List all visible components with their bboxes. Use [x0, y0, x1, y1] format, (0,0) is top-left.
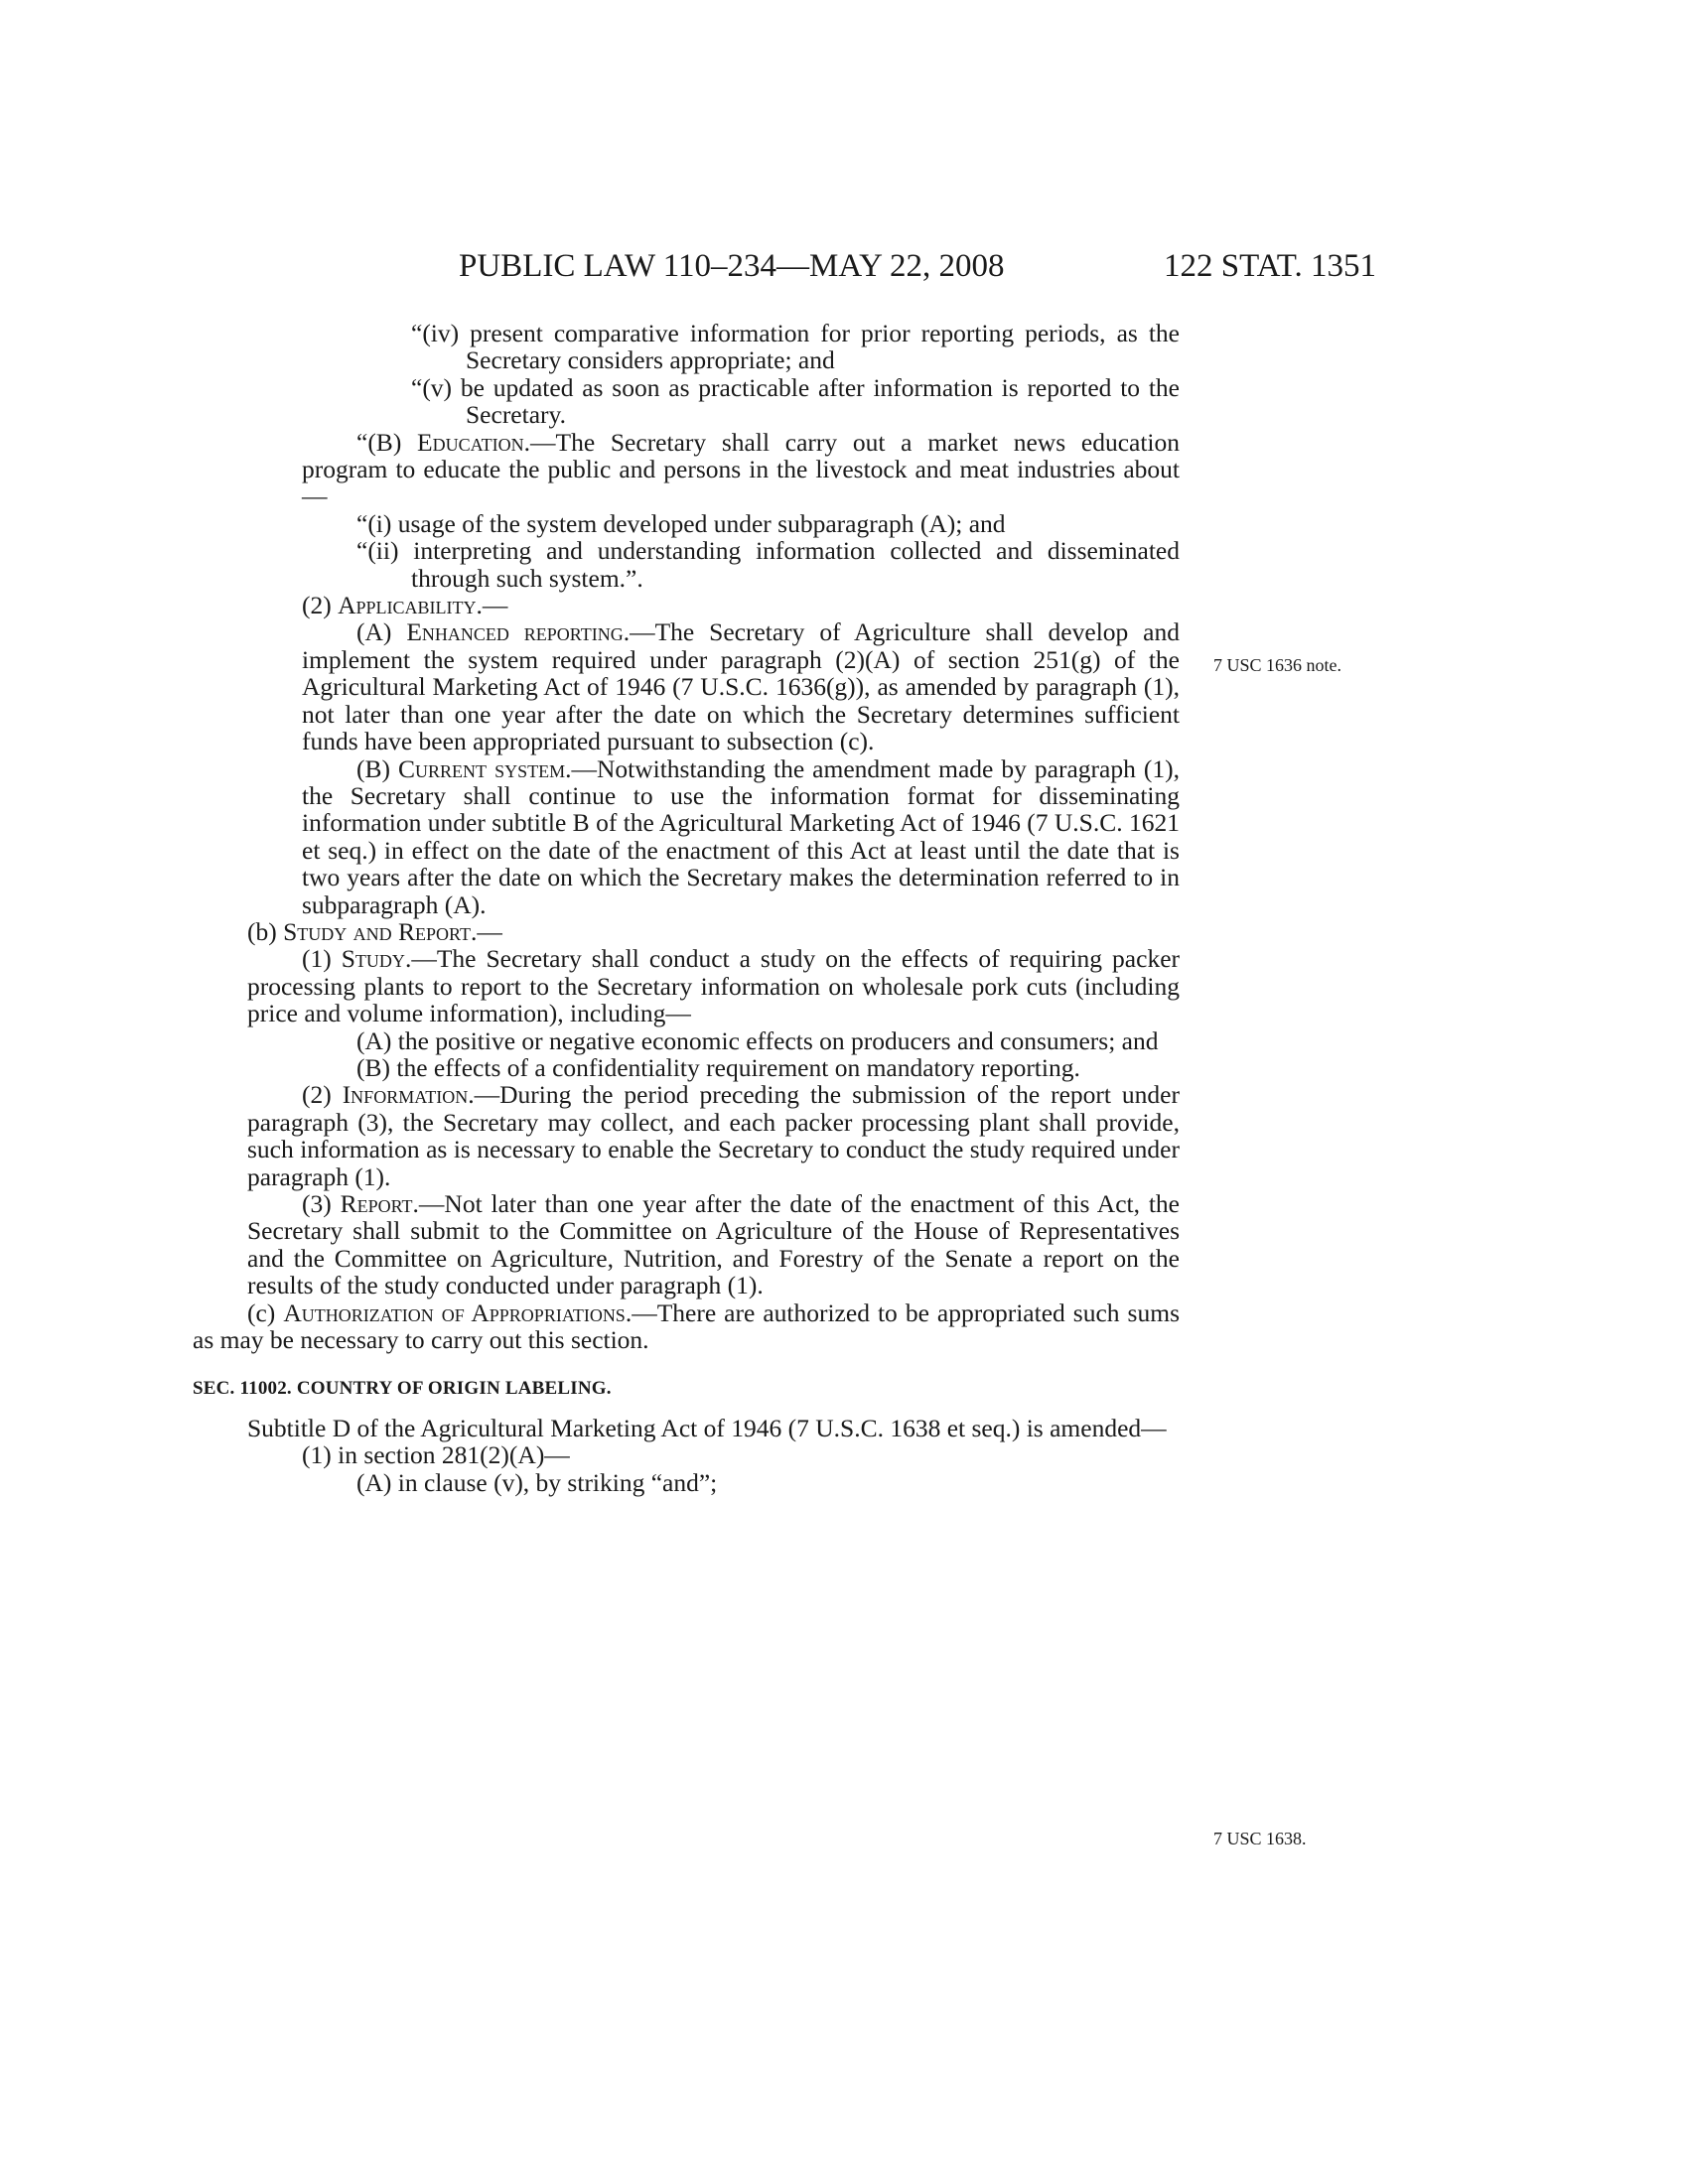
margin-note-usc-1638: 7 USC 1638.	[1213, 1829, 1307, 1848]
paragraph-3-report	[247, 1190, 1180, 1299]
subparagraph-text: .—The Secretary of Agriculture shall develop and implement the system required under paragraph (2)(A) of section 251(g) of the Agricultural Marketing Act of 1946 (7 U.S.C. 1636(g)), as amended by paragraph (1), not later than one year after the date on which the Secretary determines sufficient funds have been appropriated pursuant to subsection (c).	[302, 617, 1180, 756]
margin-note-usc-1636: 7 USC 1636 note.	[1213, 655, 1342, 675]
paragraph-heading: Study	[341, 944, 405, 974]
study-subparagraph-b: (B) the effects of a confidentiality requirement on mandatory reporting.	[356, 1052, 1080, 1082]
study-subparagraph-a: (A) the positive or negative economic effects on producers and consumers; and	[356, 1025, 1159, 1055]
paragraph-text: .—Not later than one year after the date of the enactment of this Act, the Secretary shall submit to the Committee on Agriculture of the House of Representatives and the Committee on Agriculture, Nutrition, and Forestry of the Senate a report on the results of the study conducted under paragraph (1).	[247, 1189, 1181, 1300]
subparagraph-label: (A)	[356, 617, 407, 647]
subparagraph-label: “(B)	[356, 427, 418, 457]
paragraph-text: .—During the period preceding the submission of the report under paragraph (3), the Secretary may collect, and each packer processing plant shall provide, such information as is necessary to enable the Secretary to conduct the study required under paragraph (1).	[247, 1080, 1180, 1191]
subparagraph-text: .—The Secretary shall carry out a market news education program to educate the public and persons in the livestock and meat industries about—	[302, 427, 1180, 511]
education-clause-ii: “(ii) interpreting and understanding information collected and disseminated through such system.”.	[356, 536, 1180, 593]
clause-v: “(v) be updated as soon as practicable after information is reported to the Secretary.	[411, 372, 1180, 430]
subparagraph-heading: Education	[417, 427, 524, 457]
section-item-1: (1) in section 281(2)(A)—	[302, 1440, 570, 1470]
subsection-b-study-and-report	[247, 918, 1180, 945]
subparagraph-b-education	[302, 429, 1180, 510]
paragraph-heading: Applicability	[338, 591, 477, 620]
paragraph-suffix: .—	[476, 591, 508, 620]
subparagraph-heading: Current system	[398, 753, 566, 783]
paragraph-heading: Information	[342, 1080, 469, 1110]
header-public-law: PUBLIC LAW 110–234—MAY 22, 2008	[459, 248, 1005, 284]
subparagraph-label: (B)	[356, 753, 399, 783]
subsection-heading: Study and Report	[283, 916, 471, 946]
section-heading: SEC. 11002. COUNTRY OF ORIGIN LABELING.	[193, 1378, 612, 1400]
page-header	[459, 248, 1376, 288]
subparagraph-heading: Enhanced reporting	[406, 617, 624, 647]
clause-iv: “(iv) present comparative information for prior reporting periods, as the Secretary considers appropriate; and	[411, 319, 1180, 375]
paragraph-1-study	[247, 945, 1180, 1026]
paragraph-label: (2)	[302, 1080, 343, 1110]
subsection-label: (c)	[247, 1297, 284, 1327]
subsection-c-authorization	[193, 1299, 1180, 1354]
subparagraph-a-enhanced-reporting	[302, 618, 1180, 754]
section-intro: Subtitle D of the Agricultural Marketing Act of 1946 (7 U.S.C. 1638 et seq.) is amended—	[247, 1413, 1167, 1442]
header-stat-page: 122 STAT. 1351	[1163, 248, 1376, 284]
section-item-1a: (A) in clause (v), by striking “and”;	[356, 1467, 718, 1497]
paragraph-text: .—The Secretary shall conduct a study on the effects of requiring packer processing plants to report to the Secretary information on wholesale pork cuts (including price and volume information), including—	[247, 944, 1180, 1028]
education-clause-i: “(i) usage of the system developed under subparagraph (A); and	[356, 508, 1006, 538]
paragraph-2-applicability	[302, 592, 1180, 618]
paragraph-label: (1)	[302, 944, 342, 974]
subsection-label: (b)	[247, 916, 284, 946]
subparagraph-b-current-system	[302, 755, 1180, 918]
subsection-suffix: .—	[470, 916, 502, 946]
statute-body	[193, 319, 1181, 1497]
paragraph-label: (2)	[302, 591, 339, 620]
paragraph-2-information	[247, 1081, 1180, 1190]
paragraph-heading: Report	[340, 1189, 413, 1218]
subsection-text: .—There are authorized to be appropriated such sums as may be necessary to carry out this section.	[193, 1297, 1180, 1355]
paragraph-label: (3)	[302, 1189, 341, 1218]
subparagraph-text: .—Notwithstanding the amendment made by paragraph (1), the Secretary shall continue to use the information format for disseminating information under subtitle B of the Agricultural Marketing Act of 1946 (7 U.S.C. 1621 et seq.) in effect on the date of the enactment of this Act at least until the date that is two years after the date on which the Secretary makes the determination referred to in subparagraph (A).	[302, 753, 1181, 919]
subsection-heading: Authorization of Appropriations	[283, 1297, 626, 1327]
